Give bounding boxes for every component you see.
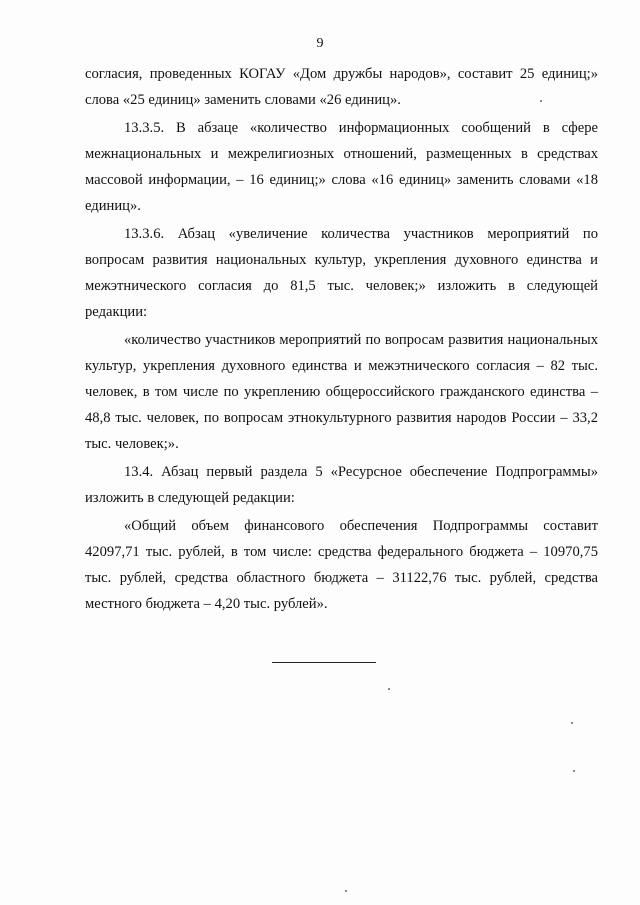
paragraph-13-4: 13.4. Абзац первый раздела 5 «Ресурсное обеспечение Подпрограммы» изложить в следующей редакции: xyxy=(85,464,598,506)
scan-speck xyxy=(388,688,390,690)
scan-speck xyxy=(571,722,573,724)
paragraph-continuation: согласия, проведенных КОГАУ «Дом дружбы народов», составит 25 единиц;» слова «25 единиц» заменить словами «26 единиц». xyxy=(85,66,598,108)
scan-speck xyxy=(345,890,347,892)
paragraph-13-3-6: 13.3.6. Абзац «увеличение количества участников мероприятий по вопросам развития национальных культур, укрепления духовного единства и межэтнического согласия до 81,5 тыс. человек;» изложить в следующей редакции: xyxy=(85,226,598,320)
paragraph-quoted-funding: «Общий объем финансового обеспечения Подпрограммы составит 42097,71 тыс. рублей, в том числе: средства федерального бюджета – 10970,75 тыс. рублей, средства областного бюджета – 31122,76 тыс. рублей, средства местного бюджета – 4,20 тыс. рублей». xyxy=(85,518,598,612)
paragraph-13-3-5: 13.3.5. В абзаце «количество информационных сообщений в сфере межнациональных и межрелигиозных отношений, размещенных в средствах массовой информации, – 16 единиц;» слова «16 единиц» заменить словами «18 единиц». xyxy=(85,120,598,214)
paragraph-quoted-participants: «количество участников мероприятий по вопросам развития национальных культур, укрепления духовного единства и межэтнического согласия – 82 тыс. человек, в том числе по укреплению общероссийского гражданского единства – 48,8 тыс. человек, по вопросам этнокультурного развития народов России – 33,2 тыс. человек;». xyxy=(85,332,598,452)
scan-speck xyxy=(573,770,575,772)
end-rule xyxy=(272,662,376,663)
document-body xyxy=(85,61,598,617)
scan-speck xyxy=(540,100,542,102)
page-number: 9 xyxy=(316,36,324,51)
